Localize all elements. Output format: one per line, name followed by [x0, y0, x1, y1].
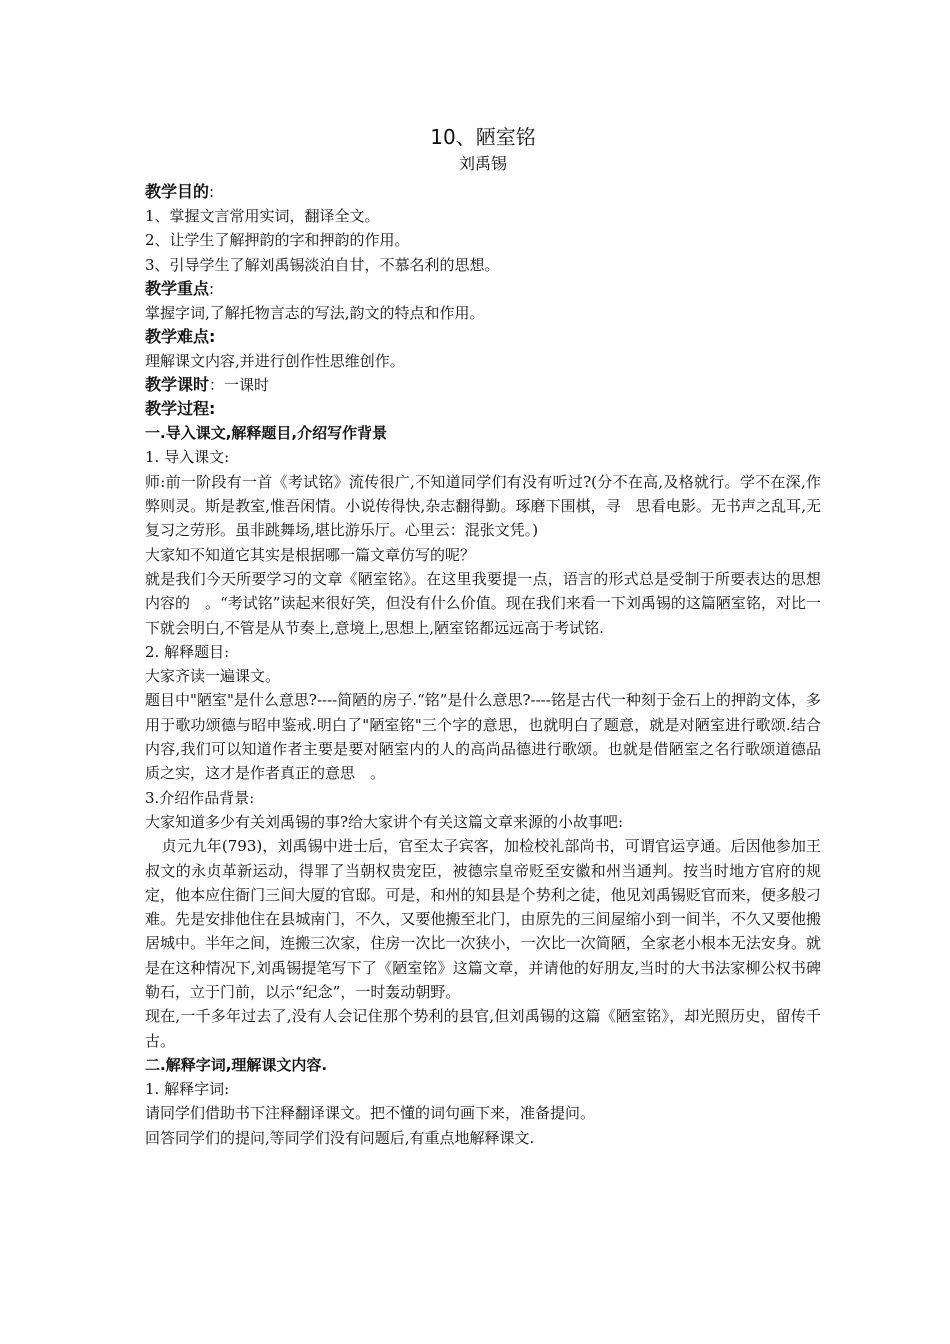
background-paragraph: 现在,一千多年过去了,没有人会记住那个势利的县官,但刘禹锡的这篇《陋室铭》，却光照历史，留传千古。 — [145, 1007, 821, 1050]
words-paragraph: 回答同学们的提问,等同学们没有问题后,有重点地解释课文. — [145, 1128, 535, 1147]
heading-label: 教学过程 — [145, 399, 210, 419]
hours-heading — [145, 373, 821, 397]
objective-item: 1、掌握文言常用实词，翻译全文。 — [145, 207, 380, 225]
intro-paragraph: 大家知不知道它其实是根据哪一篇文章仿写的呢？ — [145, 545, 476, 564]
section2-heading: 二.解释字词,理解课文内容. — [145, 1055, 328, 1074]
section1-heading: 一.导入课文,解释题目,介绍写作背景 — [145, 424, 388, 443]
background-paragraph: 大家知道多少有关刘禹锡的事?给大家讲个有关这篇文章来源的小故事吧: — [145, 812, 624, 831]
difficulties-heading — [145, 325, 821, 349]
heading-label: 教学难点 — [145, 327, 210, 347]
process-heading — [145, 397, 821, 421]
background-label: 3.介绍作品背景: — [145, 788, 255, 807]
hours-value: 一课时 — [224, 376, 270, 395]
objective-item: 3、引导学生了解刘禹锡淡泊自甘，不慕名利的思想。 — [145, 255, 500, 274]
background-paragraph: 贞元九年(793)，刘禹锡中进士后，官至太子宾客，加检校礼部尚书，可谓官运亨通。后因他参加王叔文的永贞革新运动，得罪了当朝权贵宠臣，被德宗皇帝贬至安徽和州当通判。按当时地方官府的规定，他本应住衙门三间大厦的官邸。可是，和州的知县是个势利之徒，他见刘禹锡贬官而来，便多般刁难。先是安排他住在县城南门，不久，又要他搬至北门，由原先的三间屋缩小到一间半，不久又要他搬居城中。半年之间，连搬三次家，住房一次比一次狭小，一次比一次简陋，全家老小根本无法安身。就是在这种情况下,刘禹锡提笔写下了《陋室铭》这篇文章，并请他的好朋友,当时的大书法家柳公权书碑勒石，立于门前，以示“纪念”，一时轰动朝野。 — [145, 837, 821, 1002]
heading-label: 教学课时 — [145, 375, 210, 395]
intro-paragraph: 就是我们今天所要学习的文章《陋室铭》。在这里我要提一点，语言的形式总是受制于所要表达的思想内容的 。“考试铭”读起来很好笑，但没有什么价值。现在我们来看一下刘禹锡的这篇陋室铭，对比一下就会明白,不管是从节奏上,意境上,思想上,陋室铭都远远高于考试铭. — [145, 569, 821, 637]
key-points-heading — [145, 277, 821, 301]
title-explain-paragraph: 大家齐读一遍课文。 — [145, 667, 281, 686]
intro-label: 1. 导入课文: — [145, 448, 230, 467]
difficulties-text: 理解课文内容,并进行创作性思维创作。 — [145, 352, 405, 371]
heading-colon: : — [209, 327, 216, 347]
objectives-heading — [145, 180, 821, 204]
heading-label: 教学重点 — [145, 278, 210, 298]
document-page — [145, 122, 821, 1150]
title-explain-label: 2. 解释题目: — [145, 642, 230, 661]
author-name: 刘禹锡 — [458, 154, 507, 173]
heading-colon: : — [209, 399, 216, 419]
key-points-text: 掌握字词,了解托物言志的写法,韵文的特点和作用。 — [145, 303, 485, 322]
objective-item: 2、让学生了解押韵的字和押韵的作用。 — [145, 231, 410, 250]
document-title: 10、陋室铭 — [430, 125, 536, 149]
heading-colon: : — [209, 183, 215, 201]
title-explain-paragraph: 题目中"陋室"是什么意思?----简陋的房子.“铭”是什么意思?----铭是古代一种刻于金石上的押韵文体，多用于歌功颂德与昭申鉴戒.明白了"陋室铭"三个字的意思，也就明白了题意，就是对陋室进行歌颂.结合内容,我们可以知道作者主要是要对陋室内的人的高尚品德进行歌颂。也就是借陋室之名行歌颂道德品质之实，这才是作者真正的意思 。 — [145, 691, 821, 783]
words-paragraph: 请同学们借助书下注释翻译课文。把不懂的词句画下来，准备提问。 — [145, 1104, 596, 1123]
intro-paragraph: 师:前一阶段有一首《考试铭》流传很广,不知道同学们有没有听过?(分不在高,及格就行。学不在深,作弊则灵。斯是教室,惟吾闲情。小说传得快,杂志翻得勤。琢磨下围棋，寻 思看电影。无书声之乱耳,无复习之劳形。虽非跳舞场,堪比游乐厅。心里云：混张文凭。) — [145, 472, 821, 540]
heading-colon: ： — [209, 376, 225, 395]
heading-label: 教学目的 — [145, 182, 210, 201]
heading-colon: : — [209, 279, 215, 298]
words-label: 1. 解释字词: — [145, 1079, 230, 1098]
